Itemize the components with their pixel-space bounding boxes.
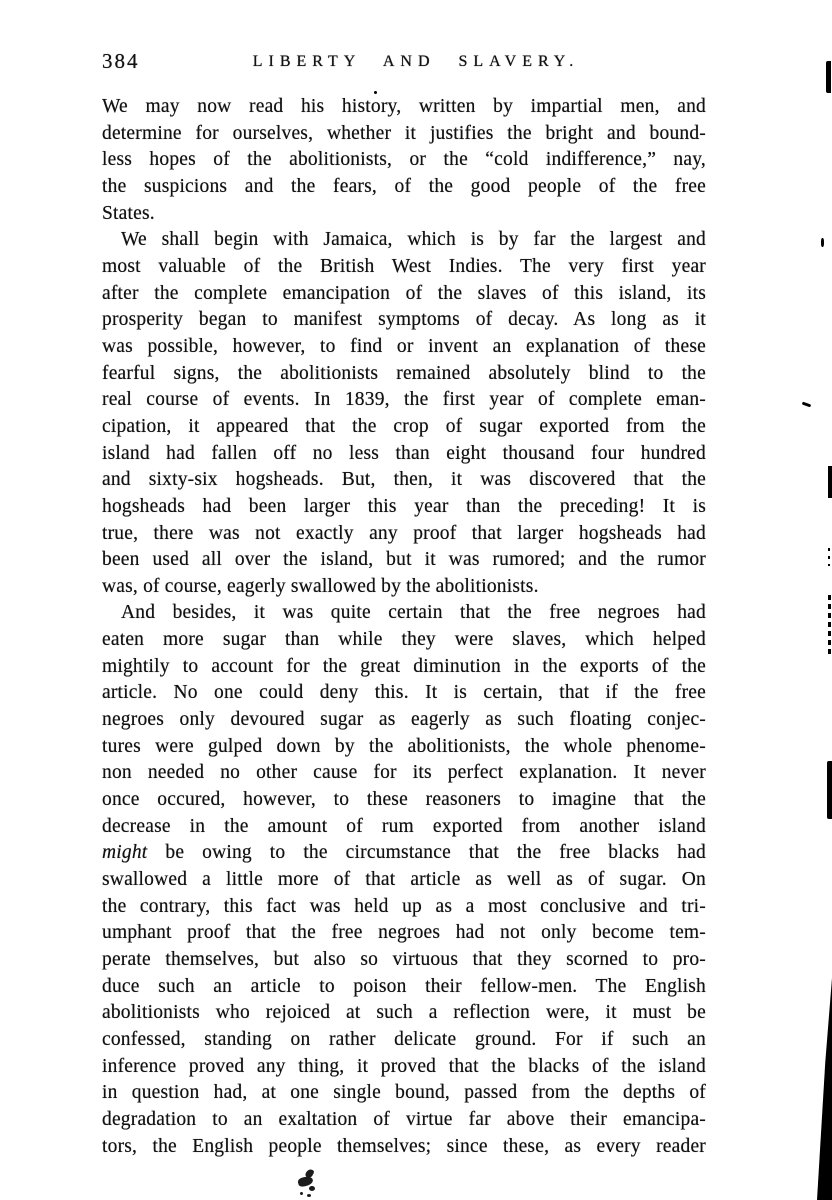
text-line [102,521,706,548]
text-line [102,654,706,681]
line-text: mightily to account for the great diminution in the exports of the [102,655,706,677]
page-edge-shadow [817,978,832,1200]
text-line [102,227,706,254]
text-line [102,281,706,308]
line-text: decrease in the amount of rum exported from another island [102,815,706,837]
text-line [102,387,706,414]
line-text: fearful signs, the abolitionists remained absolutely blind to the [102,362,706,384]
text-line [102,867,706,894]
ink-smudge [300,1192,303,1195]
line-text: after the complete emancipation of the slaves of this island, its [102,282,706,304]
text-line [102,494,706,521]
text-line [102,414,706,441]
line-text: tures were gulped down by the abolitionists, the whole phenome- [102,735,706,757]
text-line [102,1107,706,1134]
text-line [102,947,706,974]
text-line [102,840,706,867]
text-line [102,920,706,947]
text-line [102,680,706,707]
line-text: negroes only devoured sugar as eagerly as such floating conjec- [102,709,706,731]
line-text: swallowed a little more of that article as well as of sugar. On [102,869,706,891]
ink-smudge [309,1186,315,1191]
ink-smudge [307,1194,311,1197]
line-text: in question had, at one single bound, passed from the depths of [102,1082,706,1104]
text-line [102,334,706,361]
text-line [102,1027,706,1054]
line-text: We may now read his history, written by impartial men, and [102,96,706,117]
text-line [102,707,706,734]
line-text: and sixty-six hogsheads. But, then, it was discovered that the [102,469,706,491]
line-text: most valuable of the British West Indies. The very first year [102,255,706,277]
line-text: the suspicions and the fears, of the good people of the free [102,175,706,197]
text-line [102,627,706,654]
line-text: the contrary, this fact was held up as a most conclusive and tri- [102,895,706,917]
emphasized-word: might [102,842,148,864]
line-text: was possible, however, to find or invent an explanation of these [102,335,706,357]
line-text: inference proved any thing, it proved that the blacks of the island [102,1055,706,1077]
text-line [102,147,706,174]
line-text: duce such an article to poison their fellow-men. The English [102,975,706,997]
text-line [102,174,706,201]
text-line [102,361,706,388]
text-line [102,814,706,841]
line-text: abolitionists who rejoiced at such a reflection were, it must be [102,1002,706,1024]
line-text: eaten more sugar than while they were slaves, which helped [102,629,706,651]
body-text [102,94,706,1160]
page-edge-mark [828,466,832,498]
line-text: tors, the English people themselves; since these, as every reader [102,1135,706,1157]
text-line [102,201,706,228]
line-text: umphant proof that the free negroes had not only become tem- [102,922,706,944]
line-text: confessed, standing on rather delicate ground. For if such an [102,1028,706,1050]
page-edge-mark [827,761,832,819]
line-text: once occured, however, to these reasoners to imagine that the [102,789,706,811]
line-text: been used all over the island, but it was rumored; and the rumor [102,549,706,571]
line-text: hogsheads had been larger this year than the preceding! It is [102,495,706,517]
line-text: prosperity began to manifest symptoms of decay. As long as it [102,309,706,331]
line-text: true, there was not exactly any proof that larger hogsheads had [102,522,706,544]
text-line [102,1054,706,1081]
text-line [102,1080,706,1107]
line-text: be owing to the circumstance that the free blacks had [147,842,706,864]
text-line [102,121,706,148]
line-text: degradation to an exaltation of virtue far above their emancipa- [102,1108,706,1130]
page-edge-mark [828,548,830,566]
text-line [102,574,706,601]
line-text: was, of course, eagerly swallowed by the abolitionists. [102,575,539,597]
text-line [102,94,706,121]
text-line [102,307,706,334]
text-line [102,1000,706,1027]
text-line [102,760,706,787]
text-line [102,547,706,574]
text-line [102,974,706,1001]
line-text: non needed no other cause for its perfect explanation. It never [102,762,706,784]
line-text: cipation, it appeared that the crop of sugar exported from the [102,415,706,437]
line-text: island had fallen off no less than eight thousand four hundred [102,442,706,464]
page-edge-mark [826,61,831,93]
text-line [102,1134,706,1161]
text-line [102,254,706,281]
line-text: determine for ourselves, whether it justifies the bright and bound- [102,122,706,144]
line-text: States. [102,202,155,224]
line-text: perate themselves, but also so virtuous that they scorned to pro- [102,949,706,970]
page-edge-mark [828,595,831,657]
text-line [102,734,706,761]
line-text: less hopes of the abolitionists, or the “cold indifference,” nay, [102,149,706,171]
line-text: real course of events. In 1839, the first year of complete eman- [102,389,706,411]
line-text: We shall begin with Jamaica, which is by far the largest and [121,229,706,251]
scan-speck [821,238,824,247]
page-number: 384 [102,49,140,73]
running-title: LIBERTY AND SLAVERY. [252,53,580,70]
line-text: And besides, it was quite certain that the free negroes had [121,602,706,624]
scan-speck [374,91,377,94]
text-line [102,441,706,468]
scan-speck [802,402,811,408]
text-line [102,894,706,921]
text-line [102,467,706,494]
text-line [102,787,706,814]
text-line [102,600,706,627]
line-text: article. No one could deny this. It is certain, that if the free [102,682,706,704]
